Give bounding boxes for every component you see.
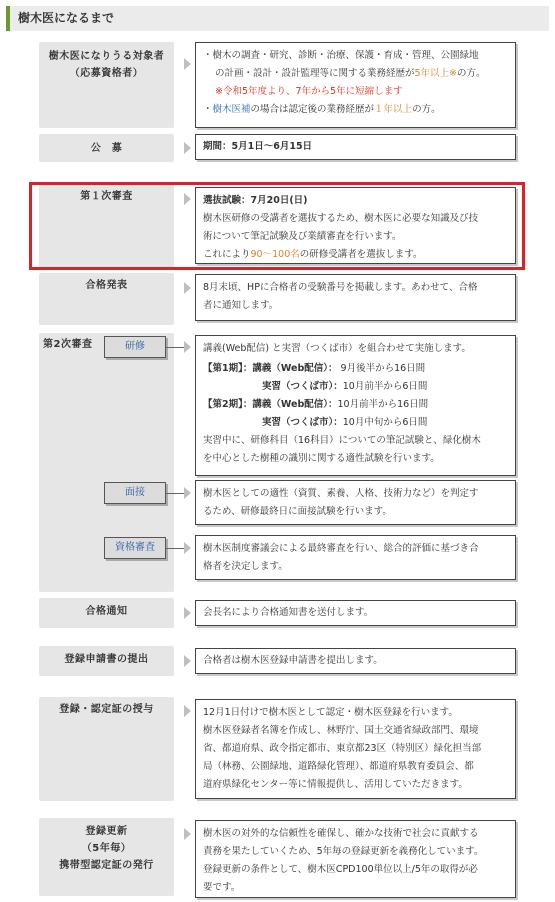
step-label-renewal: 登録更新 （5年毎） 携帯型認定証の発行	[59, 826, 154, 871]
step-arrow	[184, 341, 191, 353]
step-box-recruitment: 期間：5月1日～6月15日	[195, 134, 516, 160]
step-box-certification: 12月1日付けで樹木医として認定・樹木医登録を行います。 樹木医登録者名簿を作成し、林野庁、国土交通省緑政部門、環境 省、都道府県、政令指定都市、東京都23区（特別区）緑化担当部 局（林務、公園緑地、道路緑化管理）、都道府県教育委員会、都 道府県緑化センター等に情報提供し、活用していただきます。	[195, 699, 516, 799]
highlight-frame	[29, 182, 525, 270]
step-box-training: 講義(Web配信) と実習（つくば市）を組合わせて実施します。 【第1期】：講義（Web配信）： 9月後半から16日間 実習（つくば市）：10月前半から6日間 【第2期】：講義（Web配信）：10月前半から16日間 実習（つくば市）：10月中旬から6日間 実習中に、研修科目（16科目）についての筆記試験と、緑化樹木 を中心とした樹種の識別に関する適性試験を行います。	[195, 335, 516, 476]
step-arrow	[184, 142, 191, 154]
step-box-pass-announcement: 8月末頃、HPに合格者の受験番号を掲載します。あわせて、合格 者に通知します。	[195, 274, 516, 321]
step-box-pass-notice: 会長名により合格通知書を送付します。	[195, 600, 516, 626]
step-label-first-screening: 第１次審査	[80, 191, 133, 202]
step-arrow	[184, 487, 191, 499]
step-label-registration-application: 登録申請書の提出	[64, 654, 149, 665]
substep-qualification-review-tag: 資格審査	[104, 537, 166, 559]
step-box-renewal: 樹木医の対外的な信頼性を確保し、確かな技術で社会に貢献する 責務を果たしていくため、5年毎の登録更新を義務化しています。 登録更新の条件として、樹木医CPD100単位以上/5年の取得が必 要です。	[195, 820, 516, 898]
step-arrow	[184, 828, 191, 840]
step-arrow	[184, 655, 191, 667]
step-arrow	[184, 705, 191, 717]
step-label-certification: 登録・認定証の授与	[59, 704, 154, 715]
step-arrow	[184, 542, 191, 554]
step-box-first-screening: 選抜試験：7月20日(日) 樹木医研修の受講者を選抜するため、樹木医に必要な知識及び技 術について筆記試験及び業績審査を行います。 これにより90～100名の研修受講者を選抜します。	[195, 187, 516, 264]
step-arrow	[184, 282, 191, 294]
step-box-registration-application: 合格者は樹木医登録申請書を提出します。	[195, 648, 516, 674]
substep-interview-tag: 面接	[104, 482, 166, 504]
step-label-pass-announcement: 合格発表	[85, 280, 128, 291]
connector-line	[166, 347, 184, 348]
step-arrow	[184, 607, 191, 619]
step-label-second-screening: 第2次審査	[43, 339, 93, 350]
connector-line	[166, 493, 184, 494]
step-box-qualification-review: 樹木医制度審議会による最終審査を行い、総合的評価に基づき合 格者を決定します。	[195, 535, 516, 580]
step-box-interview: 樹木医としての適性（資質、素養、人格、技術力など）を判定す るため、研修最終日に面接試験を行います。	[195, 480, 516, 525]
page-title: 樹木医になるまで	[6, 6, 549, 31]
step-arrow	[184, 58, 191, 70]
connector-line	[166, 548, 184, 549]
substep-training-tag: 研修	[104, 336, 166, 358]
step-label-recruitment: 公 募	[90, 143, 123, 154]
step-box-eligibility: ・樹木の調査・研究、診断・治療、保護・育成・管理、公園緑地 の計画・設計・設計監理等に関する業務経歴が5年以上※の方。 ※令和5年度より、7年から5年に短縮します ・樹木医補の場合は認定後の業務経歴が１年以上の方。	[195, 42, 516, 128]
step-label-eligibility: 樹木医になりうる対象者 （応募資格者）	[48, 51, 165, 79]
step-label-pass-notice: 合格通知	[85, 606, 128, 617]
